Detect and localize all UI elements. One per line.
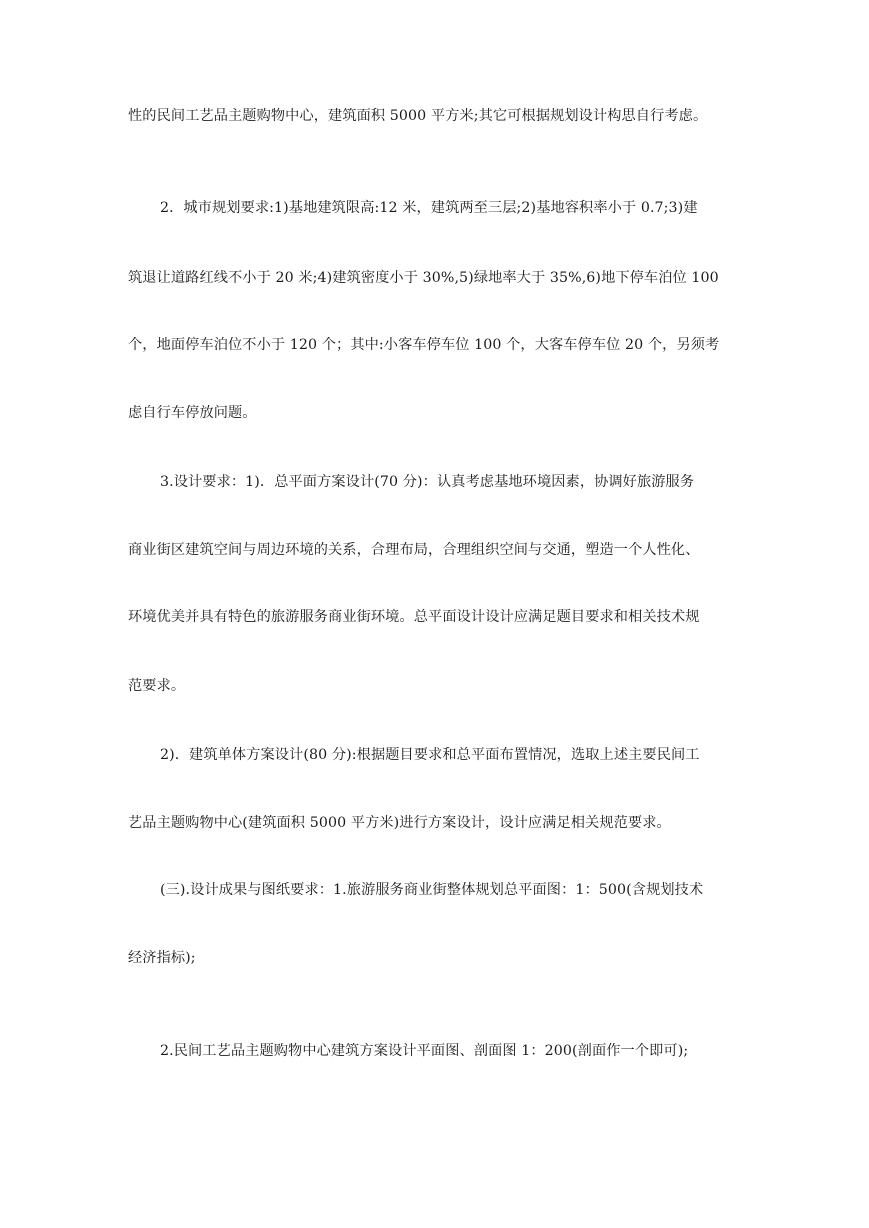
paragraph-line: 2.民间工艺品主题购物中心建筑方案设计平面图、剖面图 1：200(剖面作一个即可); <box>160 1043 689 1059</box>
paragraph-line: 范要求。 <box>128 678 186 694</box>
paragraph-line: 2．城市规划要求:1)基地建筑限高:12 米，建筑两至三层;2)基地容积率小于 0.7;3)建 <box>160 200 698 216</box>
paragraph-line: 筑退让道路红线不小于 20 米;4)建筑密度小于 30%,5)绿地率大于 35%,6)地下停车泊位 100 <box>128 270 719 286</box>
paragraph-line: 艺品主题购物中心(建筑面积 5000 平方米)进行方案设计，设计应满足相关规范要求。 <box>128 815 671 831</box>
paragraph-line: 商业街区建筑空间与周边环境的关系，合理布局，合理组织空间与交通，塑造一个人性化、 <box>128 542 700 558</box>
paragraph-line: 个，地面停车泊位不小于 120 个；其中:小客车停车位 100 个，大客车停车位 20 个，另须考 <box>128 337 720 353</box>
paragraph-line: 环境优美并具有特色的旅游服务商业街环境。总平面设计设计应满足题目要求和相关技术规 <box>128 609 700 625</box>
paragraph-line: 3.设计要求：1)．总平面方案设计(70 分)：认真考虑基地环境因素，协调好旅游服务 <box>160 474 695 490</box>
paragraph-line: (三).设计成果与图纸要求：1.旅游服务商业街整体规划总平面图：1：500(含规划技术 <box>160 882 704 898</box>
paragraph-line: 虑自行车停放问题。 <box>128 405 257 421</box>
paragraph-line: 经济指标); <box>128 950 196 966</box>
paragraph-line: 2)．建筑单体方案设计(80 分):根据题目要求和总平面布置情况，选取上述主要民间工 <box>160 747 700 763</box>
paragraph-line: 性的民间工艺品主题购物中心，建筑面积 5000 平方米;其它可根据规划设计构思自行考虑。 <box>128 108 708 124</box>
